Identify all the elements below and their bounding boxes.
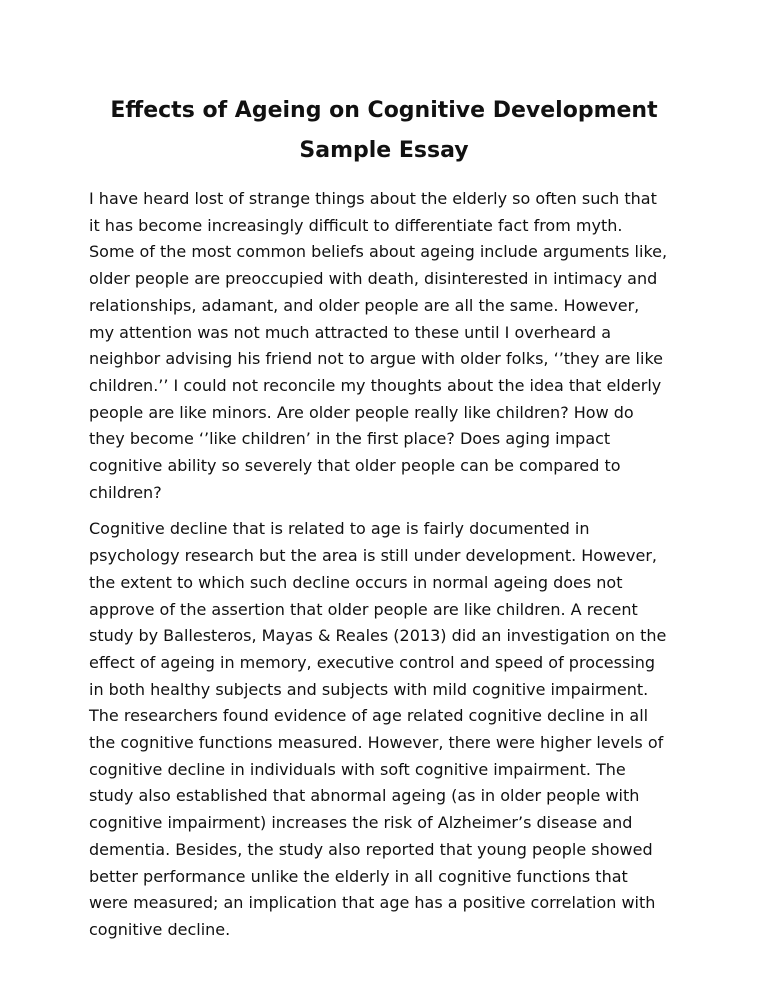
text-line: cognitive ability so severely that older people can be compared to <box>89 456 621 476</box>
text-line: the extent to which such decline occurs in normal ageing does not <box>89 572 623 592</box>
text-line: study also established that abnormal ageing (as in older people with <box>89 786 640 806</box>
title-line-2: Sample Essay <box>299 138 469 163</box>
text-line: relationships, adamant, and older people are all the same. However, <box>89 295 640 315</box>
text-line: the cognitive functions measured. However, there were higher levels of <box>89 733 664 753</box>
text-line: children.’’ I could not reconcile my thoughts about the idea that elderly <box>89 375 662 395</box>
text-line: cognitive impairment) increases the risk of Alzheimer’s disease and <box>89 813 633 833</box>
text-line: my attention was not much attracted to these until I overheard a <box>89 322 611 342</box>
text-line: approve of the assertion that older people are like children. A recent <box>89 599 638 619</box>
text-line: better performance unlike the elderly in all cognitive functions that <box>89 866 628 886</box>
text-line: Cognitive decline that is related to age is fairly documented in <box>89 519 590 539</box>
text-line: effect of ageing in memory, executive control and speed of processing <box>89 652 656 672</box>
text-line: I have heard lost of strange things about the elderly so often such that <box>89 189 657 208</box>
text-line: neighbor advising his friend not to argue with older folks, ‘’they are like <box>89 349 663 369</box>
page-title <box>88 91 680 171</box>
text-line: people are like minors. Are older people really like children? How do <box>89 402 634 422</box>
text-line: dementia. Besides, the study also reported that young people showed <box>89 839 653 859</box>
text-line: psychology research but the area is still under development. However, <box>89 546 657 566</box>
text-line: were measured; an implication that age has a positive correlation with <box>89 893 656 913</box>
text-line: study by Ballesteros, Mayas & Reales (2013) did an investigation on the <box>89 626 667 646</box>
essay-body <box>89 186 689 954</box>
text-line: they become ‘’like children’ in the first place? Does aging impact <box>89 429 611 449</box>
text-line: children? <box>89 482 162 502</box>
text-line: older people are preoccupied with death, disinterested in intimacy and <box>89 269 658 289</box>
title-line-1: Effects of Ageing on Cognitive Development <box>110 98 658 123</box>
paragraph-1 <box>89 186 689 506</box>
text-line: in both healthy subjects and subjects with mild cognitive impairment. <box>89 679 649 699</box>
text-line: The researchers found evidence of age related cognitive decline in all <box>89 706 649 726</box>
text-line: cognitive decline in individuals with soft cognitive impairment. The <box>89 759 626 779</box>
text-line: cognitive decline. <box>89 919 231 939</box>
paragraph-2 <box>89 516 689 943</box>
text-line: Some of the most common beliefs about ageing include arguments like, <box>89 242 668 262</box>
text-line: it has become increasingly difficult to differentiate fact from myth. <box>89 215 623 235</box>
